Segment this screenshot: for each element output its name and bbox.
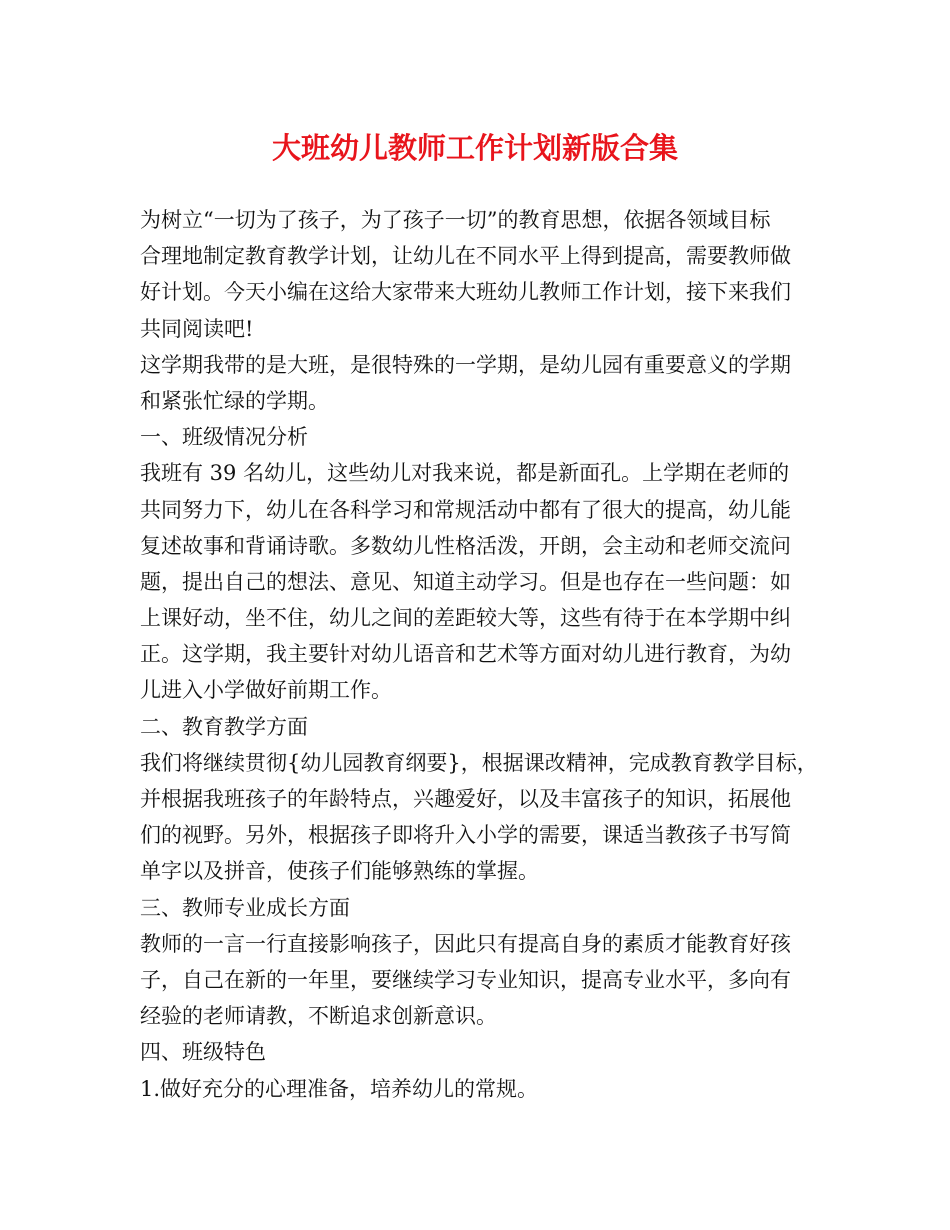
body-line: 儿进入小学做好前期工作。 bbox=[140, 678, 392, 703]
document-body bbox=[140, 202, 822, 1107]
body-line: 复述故事和背诵诗歌。多数幼儿性格活泼，开朗，会主动和老师交流问 bbox=[140, 533, 791, 558]
body-line: 并根据我班孩子的年龄特点，兴趣爱好，以及丰富孩子的知识，拓展他 bbox=[140, 787, 791, 811]
body-line: 合理地制定教育教学计划，让幼儿在不同水平上得到提高，需要教师做 bbox=[140, 244, 791, 269]
body-line: 我班有 39 名幼儿，这些幼儿对我来说，都是新面孔。上学期在老师的 bbox=[140, 461, 790, 486]
body-line: 共同努力下，幼儿在各科学习和常规活动中都有了很大的提高，幼儿能 bbox=[140, 497, 791, 522]
body-line: 正。这学期，我主要针对幼儿语音和艺术等方面对幼儿进行教育，为幼 bbox=[140, 642, 791, 667]
body-line: 上课好动，坐不住，幼儿之间的差距较大等，这些有待于在本学期中纠 bbox=[140, 606, 791, 631]
section-heading: 二、教育教学方面 bbox=[140, 714, 308, 739]
body-line: 共同阅读吧! bbox=[140, 316, 254, 341]
body-line: 这学期我带的是大班，是很特殊的一学期，是幼儿园有重要意义的学期 bbox=[140, 352, 791, 377]
body-line: 单字以及拼音，使孩子们能够熟练的掌握。 bbox=[140, 859, 539, 884]
body-line: 我们将继续贯彻{幼儿园教育纲要}，根据课改精神，完成教育教学目标， bbox=[140, 750, 818, 775]
body-line: 们的视野。另外，根据孩子即将升入小学的需要，课适当教孩子书写简 bbox=[140, 823, 791, 848]
list-item: 1.做好充分的心理准备，培养幼儿的常规。 bbox=[140, 1076, 539, 1101]
body-line: 好计划。今天小编在这给大家带来大班幼儿教师工作计划，接下来我们 bbox=[140, 280, 791, 305]
body-line: 子，自己在新的一年里，要继续学习专业知识，提高专业水平，多向有 bbox=[140, 967, 791, 992]
body-line: 为树立“一切为了孩子，为了孩子一切”的教育思想，依据各领域目标 bbox=[140, 208, 771, 232]
body-line: 教师的一言一行直接影响孩子，因此只有提高自身的素质才能教育好孩 bbox=[140, 931, 791, 956]
section-heading: 一、班级情况分析 bbox=[140, 425, 308, 450]
section-heading: 三、教师专业成长方面 bbox=[140, 895, 350, 920]
body-line: 和紧张忙绿的学期。 bbox=[140, 388, 329, 413]
section-heading: 四、班级特色 bbox=[140, 1040, 266, 1065]
body-line: 经验的老师请教，不断追求创新意识。 bbox=[140, 1004, 497, 1029]
document-title: 大班幼儿教师工作计划新版合集 bbox=[271, 131, 678, 165]
body-line: 题，提出自己的想法、意见、知道主动学习。但是也存在一些问题：如 bbox=[140, 569, 791, 594]
